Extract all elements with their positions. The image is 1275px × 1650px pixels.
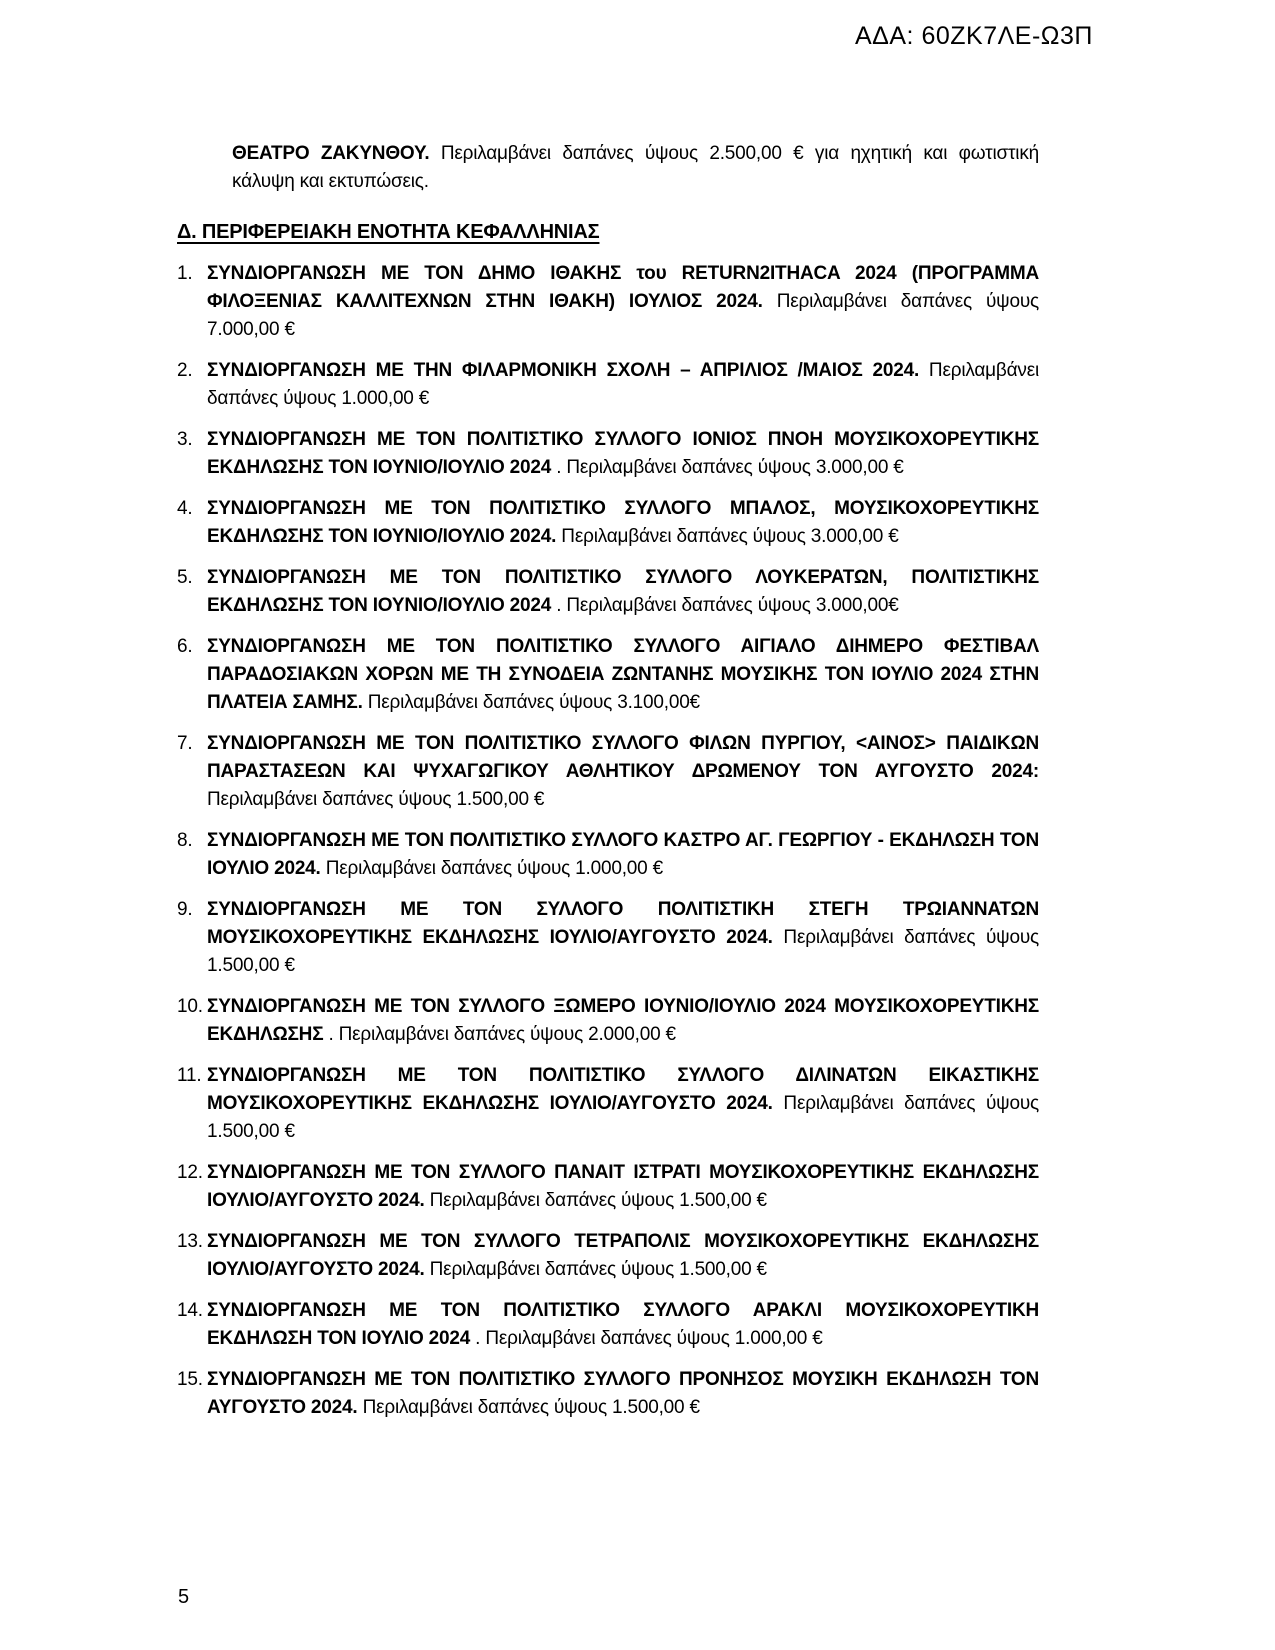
list-item bbox=[177, 993, 1039, 1049]
list-item-title: ΣΥΝΔΙΟΡΓΑΝΩΣΗ ΜΕ ΤΗΝ ΦΙΛΑΡΜΟΝΙΚΗ ΣΧΟΛΗ – ΑΠΡΙΛΙΟΣ /ΜΑΙΟΣ 2024. bbox=[207, 360, 929, 381]
list-item bbox=[177, 1159, 1039, 1215]
list-item-number: 8. bbox=[177, 830, 193, 851]
document-body bbox=[177, 140, 1039, 1435]
list-item-expense-text: Περιλαμβάνει δαπάνες ύψους 1.500,00 € bbox=[207, 789, 545, 810]
list-item-expense-text: Περιλαμβάνει δαπάνες ύψους 1.500,00 € bbox=[207, 1093, 1039, 1142]
list-item-title: ΣΥΝΔΙΟΡΓΑΝΩΣΗ ΜΕ ΤΟΝ ΠΟΛΙΤΙΣΤΙΚΟ ΣΥΛΛΟΓΟ ΙΟΝΙΟΣ ΠΝΟΗ ΜΟΥΣΙΚΟΧΟΡΕΥΤΙΚΗΣ ΕΚΔΗΛΩΣΗΣ ΤΟΝ ΙΟΥΝΙΟ/ΙΟΥΛΙΟ 2024 bbox=[207, 429, 1039, 478]
list-item-number: 11. bbox=[177, 1065, 202, 1086]
numbered-list bbox=[177, 260, 1039, 1422]
list-item bbox=[177, 564, 1039, 620]
list-item bbox=[177, 896, 1039, 980]
list-item bbox=[177, 426, 1039, 482]
list-item-number: 4. bbox=[177, 498, 193, 519]
list-item-expense-text: Περιλαμβάνει δαπάνες ύψους 3.000,00 € bbox=[561, 526, 899, 547]
list-item-number: 2. bbox=[177, 360, 193, 381]
intro-rest-text: Περιλαμβάνει δαπάνες ύψους 2.500,00 € για ηχητική και φωτιστική κάλυψη και εκτυπώσεις. bbox=[232, 143, 1039, 192]
list-item-expense-text: Περιλαμβάνει δαπάνες ύψους 1.500,00 € bbox=[362, 1397, 700, 1418]
list-item-number: 15. bbox=[177, 1369, 203, 1390]
list-item-title: ΣΥΝΔΙΟΡΓΑΝΩΣΗ ΜΕ ΤΟΝ ΠΟΛΙΤΙΣΤΙΚΟ ΣΥΛΛΟΓΟ ΚΑΣΤΡΟ ΑΓ. ΓΕΩΡΓΙΟΥ - ΕΚΔΗΛΩΣΗ ΤΟΝ ΙΟΥΛΙΟ 2024. bbox=[207, 830, 1039, 879]
list-item-title: ΣΥΝΔΙΟΡΓΑΝΩΣΗ ΜΕ ΤΟΝ ΔΗΜΟ ΙΘΑΚΗΣ του RETURN2ITHACA 2024 (ΠΡΟΓΡΑΜΜΑ ΦΙΛΟΞΕΝΙΑΣ ΚΑΛΛΙΤΕΧΝΩΝ ΣΤΗΝ ΙΘΑΚΗ) ΙΟΥΛΙΟΣ 2024. bbox=[207, 263, 1039, 312]
list-item-title: ΣΥΝΔΙΟΡΓΑΝΩΣΗ ΜΕ ΤΟΝ ΠΟΛΙΤΙΣΤΙΚΟ ΣΥΛΛΟΓΟ ΑΙΓΙΑΛΟ ΔΙΗΜΕΡΟ ΦΕΣΤΙΒΑΛ ΠΑΡΑΔΟΣΙΑΚΩΝ ΧΟΡΩΝ ΜΕ ΤΗ ΣΥΝΟΔΕΙΑ ΖΩΝΤΑΝΗΣ ΜΟΥΣΙΚΗΣ ΤΟΝ ΙΟΥΛΙΟ 2024 ΣΤΗΝ ΠΛΑΤΕΙΑ ΣΑΜΗΣ. bbox=[207, 636, 1039, 713]
list-item-title: ΣΥΝΔΙΟΡΓΑΝΩΣΗ ΜΕ ΤΟΝ ΣΥΛΛΟΓΟ ΠΑΝΑΙΤ ΙΣΤΡΑΤΙ ΜΟΥΣΙΚΟΧΟΡΕΥΤΙΚΗΣ ΕΚΔΗΛΩΣΗΣ ΙΟΥΛΙΟ/ΑΥΓΟΥΣΤΟ 2024. bbox=[207, 1162, 1039, 1211]
section-heading: Δ. ΠΕΡΙΦΕΡΕΙΑΚΗ ΕΝΟΤΗΤΑ ΚΕΦΑΛΛΗΝΙΑΣ bbox=[177, 221, 600, 243]
list-item bbox=[177, 827, 1039, 883]
list-item bbox=[177, 260, 1039, 344]
list-item bbox=[177, 633, 1039, 717]
list-item-title: ΣΥΝΔΙΟΡΓΑΝΩΣΗ ΜΕ ΤΟΝ ΠΟΛΙΤΙΣΤΙΚΟ ΣΥΛΛΟΓΟ ΛΟΥΚΕΡΑΤΩΝ, ΠΟΛΙΤΙΣΤΙΚΗΣ ΕΚΔΗΛΩΣΗΣ ΤΟΝ ΙΟΥΝΙΟ/ΙΟΥΛΙΟ 2024 bbox=[207, 567, 1039, 616]
list-item-number: 14. bbox=[177, 1300, 203, 1321]
list-item-expense-text: Περιλαμβάνει δαπάνες ύψους 1.500,00 € bbox=[207, 927, 1039, 976]
list-item-title: ΣΥΝΔΙΟΡΓΑΝΩΣΗ ΜΕ ΤΟΝ ΣΥΛΛΟΓΟ ΤΕΤΡΑΠΟΛΙΣ ΜΟΥΣΙΚΟΧΟΡΕΥΤΙΚΗΣ ΕΚΔΗΛΩΣΗΣ ΙΟΥΛΙΟ/ΑΥΓΟΥΣΤΟ 2024. bbox=[207, 1231, 1039, 1280]
list-item-number: 9. bbox=[177, 899, 193, 920]
ada-code: ΑΔΑ: 60ΖΚ7ΛΕ-Ω3Π bbox=[855, 22, 1093, 50]
list-item-number: 13. bbox=[177, 1231, 203, 1252]
list-item bbox=[177, 730, 1039, 814]
list-item-expense-text: Περιλαμβάνει δαπάνες ύψους 1.500,00 € bbox=[429, 1259, 767, 1280]
list-item bbox=[177, 495, 1039, 551]
list-item-expense-text: . Περιλαμβάνει δαπάνες ύψους 1.000,00 € bbox=[475, 1328, 823, 1349]
list-item-expense-text: Περιλαμβάνει δαπάνες ύψους 3.100,00€ bbox=[367, 692, 700, 713]
list-item-expense-text: . Περιλαμβάνει δαπάνες ύψους 2.000,00 € bbox=[328, 1024, 676, 1045]
list-item bbox=[177, 357, 1039, 413]
list-item bbox=[177, 1062, 1039, 1146]
list-item-title: ΣΥΝΔΙΟΡΓΑΝΩΣΗ ΜΕ ΤΟΝ ΣΥΛΛΟΓΟ ΠΟΛΙΤΙΣΤΙΚΗ ΣΤΕΓΗ ΤΡΩΙΑΝΝΑΤΩΝ ΜΟΥΣΙΚΟΧΟΡΕΥΤΙΚΗΣ ΕΚΔΗΛΩΣΗΣ ΙΟΥΛΙΟ/ΑΥΓΟΥΣΤΟ 2024. bbox=[207, 899, 1039, 948]
list-item-number: 12. bbox=[177, 1162, 203, 1183]
list-item-expense-text: Περιλαμβάνει δαπάνες ύψους 1.500,00 € bbox=[429, 1190, 767, 1211]
list-item-number: 1. bbox=[177, 263, 193, 284]
list-item-expense-text: Περιλαμβάνει δαπάνες ύψους 7.000,00 € bbox=[207, 291, 1039, 340]
list-item-title: ΣΥΝΔΙΟΡΓΑΝΩΣΗ ΜΕ ΤΟΝ ΠΟΛΙΤΙΣΤΙΚΟ ΣΥΛΛΟΓΟ ΠΡΟΝΗΣΟΣ ΜΟΥΣΙΚΗ ΕΚΔΗΛΩΣΗ ΤΟΝ ΑΥΓΟΥΣΤΟ 2024. bbox=[207, 1369, 1039, 1418]
list-item-number: 5. bbox=[177, 567, 193, 588]
list-item-title: ΣΥΝΔΙΟΡΓΑΝΩΣΗ ΜΕ ΤΟΝ ΠΟΛΙΤΙΣΤΙΚΟ ΣΥΛΛΟΓΟ ΜΠΑΛΟΣ, ΜΟΥΣΙΚΟΧΟΡΕΥΤΙΚΗΣ ΕΚΔΗΛΩΣΗΣ ΤΟΝ ΙΟΥΝΙΟ/ΙΟΥΛΙΟ 2024. bbox=[207, 498, 1039, 547]
list-item-number: 10. bbox=[177, 996, 203, 1017]
list-item bbox=[177, 1297, 1039, 1353]
page-number: 5 bbox=[178, 1586, 190, 1608]
list-item-expense-text: . Περιλαμβάνει δαπάνες ύψους 3.000,00 € bbox=[556, 457, 904, 478]
list-item-title: ΣΥΝΔΙΟΡΓΑΝΩΣΗ ΜΕ ΤΟΝ ΠΟΛΙΤΙΣΤΙΚΟ ΣΥΛΛΟΓΟ ΑΡΑΚΛΙ ΜΟΥΣΙΚΟΧΟΡΕΥΤΙΚΗ ΕΚΔΗΛΩΣΗ ΤΟΝ ΙΟΥΛΙΟ 2024 bbox=[207, 1300, 1039, 1349]
list-item-expense-text: Περιλαμβάνει δαπάνες ύψους 1.000,00 € bbox=[325, 858, 663, 879]
list-item-expense-text: . Περιλαμβάνει δαπάνες ύψους 3.000,00€ bbox=[556, 595, 899, 616]
list-item-number: 7. bbox=[177, 733, 193, 754]
intro-bold-lead: ΘΕΑΤΡΟ ΖΑΚΥΝΘΟΥ. bbox=[232, 143, 430, 164]
list-item bbox=[177, 1366, 1039, 1422]
list-item-title: ΣΥΝΔΙΟΡΓΑΝΩΣΗ ΜΕ ΤΟΝ ΠΟΛΙΤΙΣΤΙΚΟ ΣΥΛΛΟΓΟ ΔΙΛΙΝΑΤΩΝ ΕΙΚΑΣΤΙΚΗΣ ΜΟΥΣΙΚΟΧΟΡΕΥΤΙΚΗΣ ΕΚΔΗΛΩΣΗΣ ΙΟΥΛΙΟ/ΑΥΓΟΥΣΤΟ 2024. bbox=[207, 1065, 1039, 1114]
intro-paragraph bbox=[232, 140, 1039, 196]
list-item-expense-text: Περιλαμβάνει δαπάνες ύψους 1.000,00 € bbox=[207, 360, 1039, 409]
list-item bbox=[177, 1228, 1039, 1284]
list-item-title: ΣΥΝΔΙΟΡΓΑΝΩΣΗ ΜΕ ΤΟΝ ΣΥΛΛΟΓΟ ΞΩΜΕΡΟ ΙΟΥΝΙΟ/ΙΟΥΛΙΟ 2024 ΜΟΥΣΙΚΟΧΟΡΕΥΤΙΚΗΣ ΕΚΔΗΛΩΣΗΣ bbox=[207, 996, 1039, 1045]
list-item-number: 6. bbox=[177, 636, 193, 657]
list-item-title: ΣΥΝΔΙΟΡΓΑΝΩΣΗ ΜΕ ΤΟΝ ΠΟΛΙΤΙΣΤΙΚΟ ΣΥΛΛΟΓΟ ΦΙΛΩΝ ΠΥΡΓΙΟΥ, <ΑΙΝΟΣ> ΠΑΙΔΙΚΩΝ ΠΑΡΑΣΤΑΣΕΩΝ ΚΑΙ ΨΥΧΑΓΩΓΙΚΟΥ ΑΘΛΗΤΙΚΟΥ ΔΡΩΜΕΝΟΥ ΤΟΝ ΑΥΓΟΥΣΤΟ 2024: bbox=[207, 733, 1039, 782]
list-item-number: 3. bbox=[177, 429, 193, 450]
